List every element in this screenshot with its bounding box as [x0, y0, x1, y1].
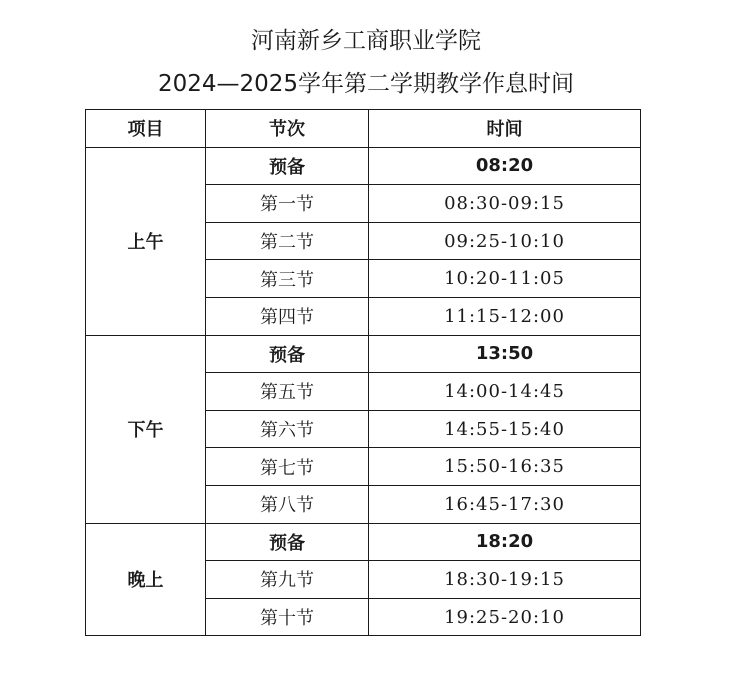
period-cell: 第十节 — [206, 598, 369, 636]
section-afternoon: 下午 — [86, 335, 206, 523]
period-cell: 第九节 — [206, 561, 369, 599]
period-cell: 第五节 — [206, 373, 369, 411]
schedule-table — [85, 109, 641, 636]
time-cell: 10:20-11:05 — [369, 260, 641, 298]
table-row — [86, 523, 641, 561]
table-row — [86, 147, 641, 185]
time-cell: 09:25-10:10 — [369, 222, 641, 260]
time-cell: 15:50-16:35 — [369, 448, 641, 486]
period-cell: 第二节 — [206, 222, 369, 260]
time-cell: 18:30-19:15 — [369, 561, 641, 599]
header-item: 项目 — [86, 110, 206, 148]
time-cell: 11:15-12:00 — [369, 297, 641, 335]
period-cell: 第六节 — [206, 410, 369, 448]
time-cell: 13:50 — [369, 335, 641, 373]
time-cell: 08:30-09:15 — [369, 185, 641, 223]
table-header-row — [86, 110, 641, 148]
document-title: 河南新乡工商职业学院 — [251, 28, 481, 54]
time-cell: 08:20 — [369, 147, 641, 185]
section-evening: 晚上 — [86, 523, 206, 636]
section-morning: 上午 — [86, 147, 206, 335]
period-cell: 预备 — [206, 335, 369, 373]
period-cell: 预备 — [206, 147, 369, 185]
table-row — [86, 335, 641, 373]
period-cell: 第三节 — [206, 260, 369, 298]
time-cell: 14:55-15:40 — [369, 410, 641, 448]
period-cell: 预备 — [206, 523, 369, 561]
header-period: 节次 — [206, 110, 369, 148]
time-cell: 18:20 — [369, 523, 641, 561]
header-time: 时间 — [369, 110, 641, 148]
document-subtitle: 2024—2025学年第二学期教学作息时间 — [157, 71, 575, 97]
time-cell: 16:45-17:30 — [369, 485, 641, 523]
period-cell: 第一节 — [206, 185, 369, 223]
time-cell: 14:00-14:45 — [369, 373, 641, 411]
period-cell: 第八节 — [206, 485, 369, 523]
period-cell: 第四节 — [206, 297, 369, 335]
time-cell: 19:25-20:10 — [369, 598, 641, 636]
period-cell: 第七节 — [206, 448, 369, 486]
